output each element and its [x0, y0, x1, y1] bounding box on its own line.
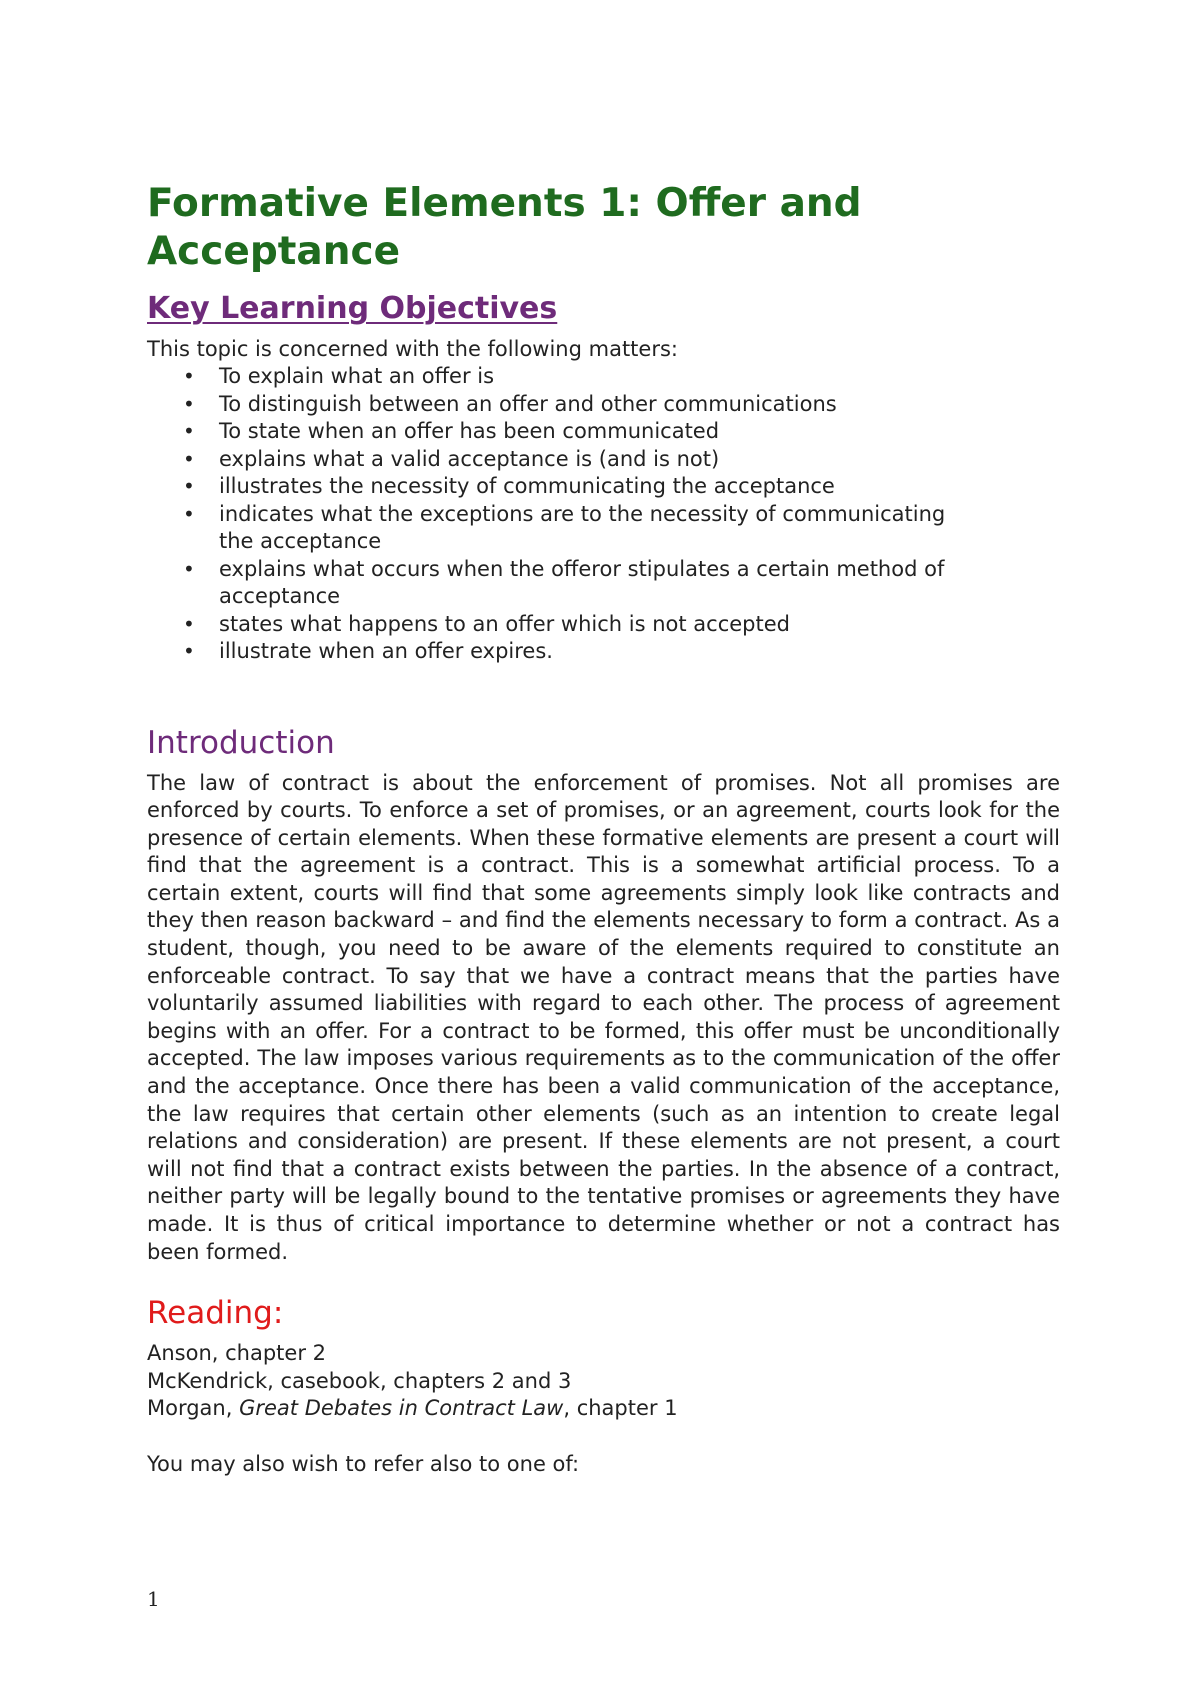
list-item [147, 501, 979, 556]
introduction-body: The law of contract is about the enforcement of promises. Not all promises are enforced by courts. To enforce a set of promises, or an agreement, courts look for the presence of certain elements. When these formative elements are present a court will find that the agreement is a contract. This is a somewhat artificial process. To a certain extent, courts will find that some agreements simply look like contracts and they then reason backward – and find the elements necessary to form a contract. As a student, though, you need to be aware of the elements required to constitute an enforceable contract. To say that we have a contract means that the parties have voluntarily assumed liabilities with regard to each other. The process of agreement begins with an offer. For a contract to be formed, this offer must be unconditionally accepted. The law imposes various requirements as to the communication of the offer and the acceptance. Once there has been a valid communication of the acceptance, the law requires that certain other elements (such as an intention to create legal relations and consideration) are present. If these elements are not present, a court will not find that a contract exists between the parties. In the absence of a contract, neither party will be legally bound to the tentative promises or agreements they have made. It is thus of critical importance to determine whether or not a contract has been formed. [147, 770, 1060, 1264]
bullet-icon: • [183, 611, 195, 636]
bullet-icon: • [183, 364, 195, 388]
bullet-icon: • [183, 474, 195, 498]
reading-morgan-suffix: , chapter 1 [563, 1396, 678, 1421]
objective-text: indicates what the exceptions are to the necessity of communicating the acceptance [219, 501, 946, 553]
objectives-intro: This topic is concerned with the following matters: [147, 337, 678, 361]
reading-heading: Reading: [147, 1295, 284, 1332]
bullet-icon: • [183, 501, 195, 526]
objective-text: states what happens to an offer which is not accepted [219, 611, 790, 636]
document-title: Formative Elements 1: Offer and Acceptance [147, 181, 862, 274]
reading-item-morgan [147, 1395, 1060, 1423]
list-item [147, 418, 979, 446]
objective-text: explains what a valid acceptance is (and is not) [219, 446, 720, 471]
list-item [147, 473, 979, 501]
bullet-icon: • [183, 639, 195, 663]
objective-text: explains what occurs when the offeror stipulates a certain method of acceptance [219, 556, 945, 608]
objective-text: illustrates the necessity of communicating the acceptance [219, 474, 835, 498]
list-item [147, 638, 979, 666]
reading-item-anson: Anson, chapter 2 [147, 1341, 327, 1366]
reading-item-mckendrick: McKendrick, casebook, chapters 2 and 3 [147, 1368, 572, 1393]
objective-text: To state when an offer has been communicated [219, 419, 720, 443]
objective-text: To explain what an offer is [219, 364, 495, 388]
bullet-icon: • [183, 446, 195, 471]
objective-text: illustrate when an offer expires. [219, 639, 553, 663]
document-page [147, 180, 1060, 1478]
bullet-icon: • [183, 391, 195, 416]
bullet-icon: • [183, 556, 195, 581]
list-item [147, 363, 979, 391]
objective-text: To distinguish between an offer and other communications [219, 391, 837, 416]
list-item [147, 556, 979, 611]
objectives-list [147, 363, 1060, 666]
introduction-heading: Introduction [147, 724, 335, 761]
refer-line: You may also wish to refer also to one of: [147, 1451, 580, 1476]
page-number: 1 [147, 1587, 160, 1611]
reading-list [147, 1340, 1060, 1423]
list-item [147, 611, 979, 639]
list-item [147, 391, 979, 419]
reading-morgan-book-title: Great Debates in Contract Law [239, 1396, 564, 1421]
objectives-heading: Key Learning Objectives [147, 291, 558, 326]
list-item [147, 446, 979, 474]
reading-morgan-prefix: Morgan, [147, 1396, 240, 1421]
bullet-icon: • [183, 419, 195, 443]
